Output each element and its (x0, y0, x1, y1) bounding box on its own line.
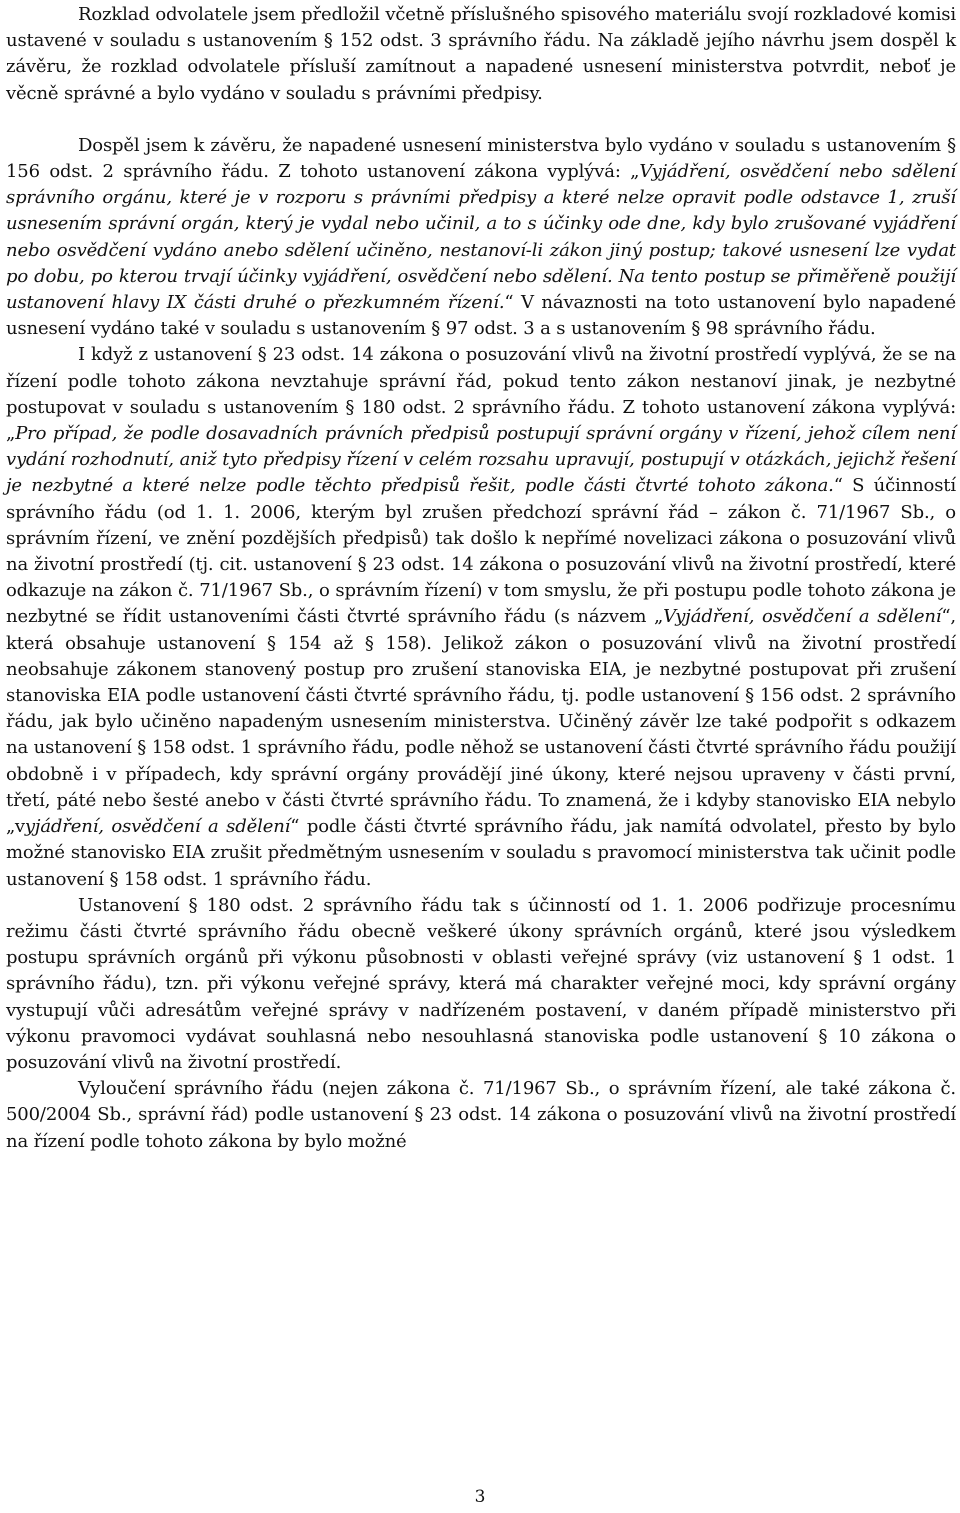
paragraph-rozklad (6, 2, 956, 107)
text-span: “ S účinností správního řádu (od 1. 1. 2006, kterým byl zrušen předchozí správní řád – zákon č. 71/1967 Sb., o správním řízení, ve znění pozdějších předpisů) tak došlo k nepřímé novelizaci zákona o posuzování vlivů na životní prostředí (tj. cit. ustanovení § 23 odst. 14 zákona o posuzování vlivů na životní prostředí, které odkazuje na zákon č. 71/1967 Sb., o správním řízení) v tom smyslu, že při postupu podle tohoto zákona je nezbytné se řídit ustanoveními části čtvrté správního řádu (s názvem „ (6, 475, 956, 628)
text-span: “ V návaznosti na toto ustanovení bylo napadené usnesení vydáno také v souladu s ustanovením § 97 odst. 3 a s ustanovením § 98 správního řádu. (6, 292, 957, 340)
quoted-title-text: yjádření, osvědčení a sdělení (24, 816, 291, 838)
quoted-title-text: Vyjádření, osvědčení a sdělení (663, 606, 942, 628)
text-span: “, která obsahuje ustanovení § 154 až § 158). Jelikož zákon o posuzování vlivů na životní prostředí neobsahuje zákonem stanovený postup pro zrušení stanoviska EIA, je nezbytné postupovat při zrušení stanoviska EIA podle ustanovení části čtvrté správního řádu, tj. podle ustanovení § 156 odst. 2 správního řádu, jak bylo učiněno napadeným usnesením ministerstva. Učiněný závěr lze také podpořit s odkazem na ustanovení § 158 odst. 1 správního řádu, podle něhož se ustanovení části čtvrté správního řádu použijí obdobně i v případech, kdy správní orgány provádějí jiné úkony, které nejsou upraveny v části první, třetí, páté nebo šesté anebo v části čtvrté správního řádu. To znamená, že i kdyby stanovisko EIA nebylo „v (6, 606, 956, 838)
paragraph-posuzovani-vlivu (6, 342, 956, 892)
paragraph-ustanoveni-180 (6, 893, 956, 1076)
paragraph-vylouceni (6, 1076, 956, 1155)
text-span: Ustanovení § 180 odst. 2 správního řádu tak s účinností od 1. 1. 2006 podřizuje procesnímu režimu části čtvrté správního řádu obecně veškeré úkony správních orgánů, které jsou výsledkem postupu správních orgánů při výkonu působnosti v oblasti veřejné správy (viz ustanovení § 1 odst. 1 správního řádu), tzn. při výkonu veřejné správy, která má charakter veřejné moci, kdy správní orgány vystupují vůči adresátům veřejné správy v nadřízeném postavení, v daném případě ministerstvo při výkonu pravomoci vydávat souhlasná nebo nesouhlasná stanoviska podle ustanovení § 10 zákona o posuzování vlivů na životní prostředí. (6, 894, 956, 1073)
quoted-law-text: Pro případ, že podle dosavadních právních předpisů postupují správní orgány v řízení, jehož cílem není vydání rozhodnutí, aniž tyto předpisy řízení v celém rozsahu upravují, postupují v otázkách, jejichž řešení je nezbytné a které nelze podle těchto předpisů řešit, podle části čtvrté tohoto zákona. (6, 423, 956, 497)
text-span: Vyloučení správního řádu (nejen zákona č. 71/1967 Sb., o správním řízení, ale také zákona č. 500/2004 Sb., správní řád) podle ustanovení § 23 odst. 14 zákona o posuzování vlivů na životní prostředí na řízení podle tohoto zákona by bylo možné (6, 1078, 956, 1152)
text-span: Dospěl jsem k závěru, že napadené usnesení ministerstva bylo vydáno v souladu s ustanovením § 156 odst. 2 správního řádu. Z tohoto ustanovení zákona vyplývá: „ (6, 134, 956, 183)
quoted-law-text: Vyjádření, osvědčení nebo sdělení správního orgánu, které je v rozporu s právními předpisy a které nelze opravit podle odstavce 1, zruší usnesením správní orgán, který je vydal nebo učinil, a to s účinky ode dne, kdy bylo zrušované vyjádření nebo osvědčení vydáno anebo sdělení učiněno, nestanoví-li zákon jiný postup; takové usnesení lze vydat po dobu, po kterou trvají účinky vyjádření, osvědčení nebo sdělení. Na tento postup se přiměřeně použijí ustanovení hlavy IX části druhé o přezkumném řízení. (6, 161, 956, 314)
paragraph-napadene-usneseni (6, 133, 956, 343)
text-span: Rozklad odvolatele jsem předložil včetně příslušného spisového materiálu svojí rozkladové komisi ustavené v souladu s ustanovením § 152 odst. 3 správního řádu. Na základě jejího návrhu jsem dospěl k závěru, že rozklad odvolatele přísluší zamítnout a napadené usnesení ministerstva potvrdit, neboť je věcně správné a bylo vydáno v souladu s právními předpisy. (6, 4, 956, 104)
page-number: 3 (474, 1487, 486, 1507)
text-span: I když z ustanovení § 23 odst. 14 zákona o posuzování vlivů na životní prostředí vyplývá, že se na řízení podle tohoto zákona nevztahuje správní řád, pokud tento zákon nestanoví jinak, je nezbytné postupovat v souladu s ustanovením § 180 odst. 2 správního řádu. Z tohoto ustanovení zákona vyplývá: „ (6, 344, 956, 445)
text-span: “ podle části čtvrté správního řádu, jak namítá odvolatel, přesto by bylo možné stanovisko EIA zrušit předmětným usnesením v souladu s pravomocí ministerstva tak učinit podle ustanovení § 158 odst. 1 správního řádu. (6, 816, 956, 890)
document-page (6, 2, 956, 1155)
